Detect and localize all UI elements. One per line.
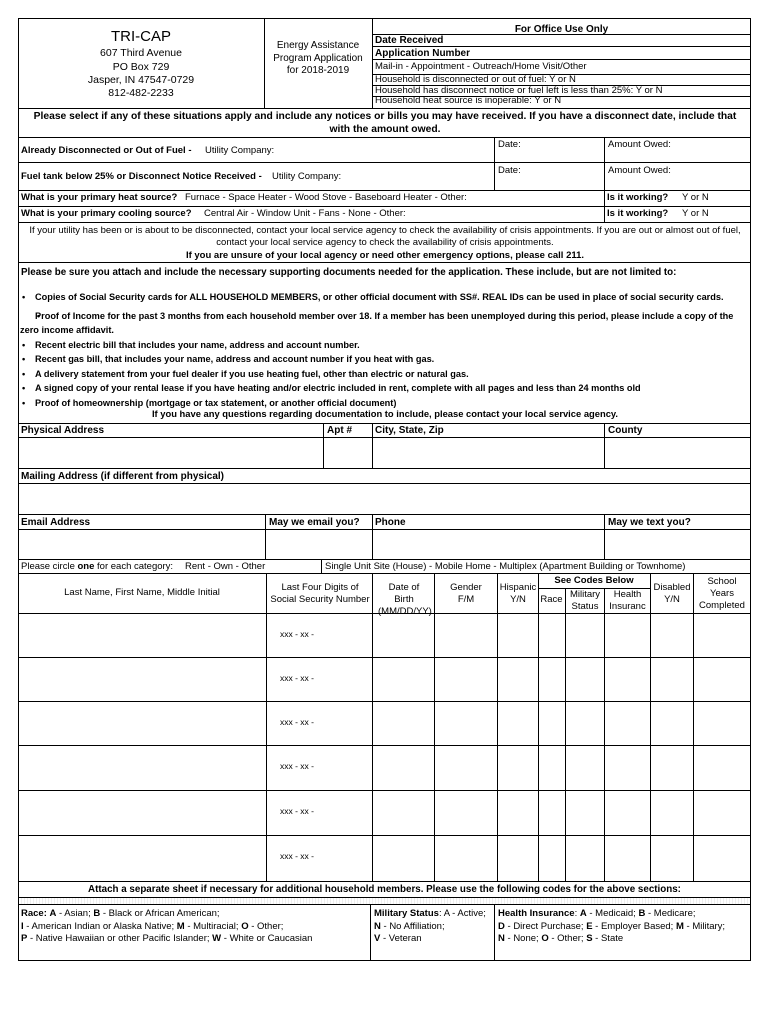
application-number-label: Application Number (375, 48, 471, 59)
crisis-note: If your utility has been or is about to be disconnected, contact your local service agency to check the availability of crisis appointments. If you are out or almost out of fuel, contact your local service agency to check the availability of crisis appointments. (29, 225, 741, 248)
member-row[interactable] (18, 745, 751, 790)
col-race-header: Race (540, 594, 563, 605)
housing-type-options[interactable]: Single Unit Site (House) - Mobile Home - Multiplex (Apartment Building or Townhome) (325, 561, 686, 572)
crisis-211: If you are unsure of your local agency or need other emergency options, please call 211. (185, 250, 585, 261)
disconnected-utility-label[interactable]: Utility Company: (205, 145, 275, 156)
fuel-tank-label: Fuel tank below 25% or Disconnect Notice Received - (21, 171, 262, 182)
document-item: • A delivery statement from your fuel dealer if you use heating fuel, other than electric or natural gas. (20, 367, 746, 382)
housing-instruction: Please circle one for each category: (21, 561, 174, 572)
city-state-zip-label: City, State, Zip (375, 425, 444, 436)
program-title: Energy Assistance Program Application for 2018-2019 (273, 40, 363, 76)
already-disconnected-label: Already Disconnected or Out of Fuel - (21, 145, 192, 156)
document-item: • Proof of Income for the past 3 months from each household member over 18. If a member has been unemployed during this period, please include a copy of the zero income affidavit. (20, 309, 746, 338)
document-item: • Copies of Social Security cards for ALL HOUSEHOLD MEMBERS, or other official document with SS#. REAL IDs can be used in place of social security cards. (20, 290, 746, 305)
disconnect-date-label: Date: (498, 139, 521, 150)
col-name-header: Last Name, First Name, Middle Initial (64, 587, 220, 598)
ssn-prefix: xxx - xx - (280, 806, 314, 816)
documents-footer: If you have any questions regarding documentation to include, please contact your local service agency. (151, 408, 619, 419)
city-state-zip-input[interactable] (373, 438, 604, 468)
physical-address-label: Physical Address (21, 425, 105, 436)
military-codes: Military Status: A - Active; N - No Affiliation; V - Veteran (374, 908, 486, 944)
office-heat-inoperable: Household heat source is inoperable: Y or N (375, 95, 562, 106)
fuel-utility-label[interactable]: Utility Company: (272, 171, 342, 182)
email-label: Email Address (21, 517, 91, 528)
race-codes: Race: A - Asian; B - Black or African American; I - American Indian or Alaska Native; M - Multiracial; O - Other; P - Native Hawaiian or other Pacific Islander; W - White or Caucasian (21, 908, 313, 944)
office-disconnect-notice: Household has disconnect notice or fuel left is less than 25%: Y or N (375, 85, 663, 96)
col-school-header: School Years Completed (699, 576, 745, 611)
apt-input[interactable] (324, 438, 372, 468)
document-item: • A signed copy of your rental lease if you have heating and/or electric included in rent, complete with all pages and less than 24 months old (20, 381, 746, 396)
col-gender-header: Gender F/M (450, 582, 482, 605)
office-use-title: For Office Use Only (514, 24, 609, 35)
may-text-input[interactable] (605, 530, 750, 559)
fuel-amount-label: Amount Owed: (608, 165, 671, 176)
disconnect-amount-label: Amount Owed: (608, 139, 671, 150)
mailing-address-input[interactable] (19, 484, 750, 514)
may-email-label: May we email you? (269, 517, 360, 528)
cooling-source-label: What is your primary cooling source? (21, 208, 192, 219)
org-name: TRI-CAP (111, 28, 171, 45)
fuel-date-label: Date: (498, 165, 521, 176)
org-phone: 812-482-2233 (108, 87, 174, 99)
document-item: • Recent electric bill that includes your name, address and account number. (20, 338, 746, 353)
heat-source-label: What is your primary heat source? (21, 192, 178, 203)
cooling-working-yn[interactable]: Y or N (682, 208, 709, 219)
document-item: • Proof of homeownership (mortgage or tax statement, or another official document) (20, 396, 746, 411)
office-disconnected: Household is disconnected or out of fuel: Y or N (375, 74, 576, 85)
ssn-prefix: xxx - xx - (280, 673, 314, 683)
member-row[interactable] (18, 835, 751, 881)
heat-working-label: Is it working? (607, 192, 669, 203)
may-email-input[interactable] (266, 530, 372, 559)
documents-list (20, 290, 746, 410)
office-intake-method: Mail-in - Appointment - Outreach/Home Visit/Other (375, 61, 587, 72)
may-text-label: May we text you? (608, 517, 691, 528)
date-received-label: Date Received (375, 35, 444, 46)
mailing-address-label: Mailing Address (if different from physical) (21, 471, 224, 482)
col-hispanic-header: Hispanic Y/N (499, 582, 537, 605)
cooling-source-options[interactable]: Central Air - Window Unit - Fans - None - Other: (204, 208, 406, 219)
member-row[interactable] (18, 613, 751, 657)
org-address-line3: Jasper, IN 47547-0729 (87, 74, 195, 86)
heat-working-yn[interactable]: Y or N (682, 192, 709, 203)
col-health-header: Health Insuranc (609, 589, 646, 612)
phone-label: Phone (375, 517, 406, 528)
phone-input[interactable] (373, 530, 604, 559)
ssn-prefix: xxx - xx - (280, 629, 314, 639)
member-row[interactable] (18, 701, 751, 745)
org-address-line1: 607 Third Avenue (100, 47, 182, 59)
apt-label: Apt # (327, 425, 352, 436)
col-military-header: Military Status (569, 589, 601, 612)
cooling-working-label: Is it working? (607, 208, 669, 219)
member-row[interactable] (18, 657, 751, 701)
email-input[interactable] (19, 530, 265, 559)
ssn-prefix: xxx - xx - (280, 851, 314, 861)
housing-tenure-options[interactable]: Rent - Own - Other (185, 561, 266, 572)
heat-source-options[interactable]: Furnace - Space Heater - Wood Stove - Baseboard Heater - Other: (185, 192, 467, 203)
health-insurance-codes: Health Insurance: A - Medicaid; B - Medicare; D - Direct Purchase; E - Employer Based; M - Military; N - None; O - Other; S - State (498, 908, 726, 944)
ssn-prefix: xxx - xx - (280, 717, 314, 727)
county-label: County (608, 425, 643, 436)
member-row[interactable] (18, 790, 751, 835)
attach-note: Attach a separate sheet if necessary for additional household members. Please use the following codes for the above sections: (88, 884, 681, 895)
col-disabled-header: Disabled Y/N (653, 582, 691, 605)
physical-address-input[interactable] (19, 438, 323, 468)
col-ssn-header: Last Four Digits of Social Security Number (270, 582, 370, 605)
situations-intro: Please select if any of these situations apply and include any notices or bills you may have received. If you have a disconnect date, include that with the amount owed. (33, 111, 737, 135)
county-input[interactable] (605, 438, 750, 468)
document-item: • Recent gas bill, that includes your name, address and account number if you heat with gas. (20, 352, 746, 367)
org-address-line2: PO Box 729 (112, 61, 170, 73)
documents-intro: Please be sure you attach and include the necessary supporting documents needed for the application. These include, but are not limited to: (21, 267, 677, 278)
ssn-prefix: xxx - xx - (280, 761, 314, 771)
col-dob-header: Date of Birth (MM/DD/YY) (378, 582, 432, 617)
see-codes-header: See Codes Below (554, 575, 634, 586)
